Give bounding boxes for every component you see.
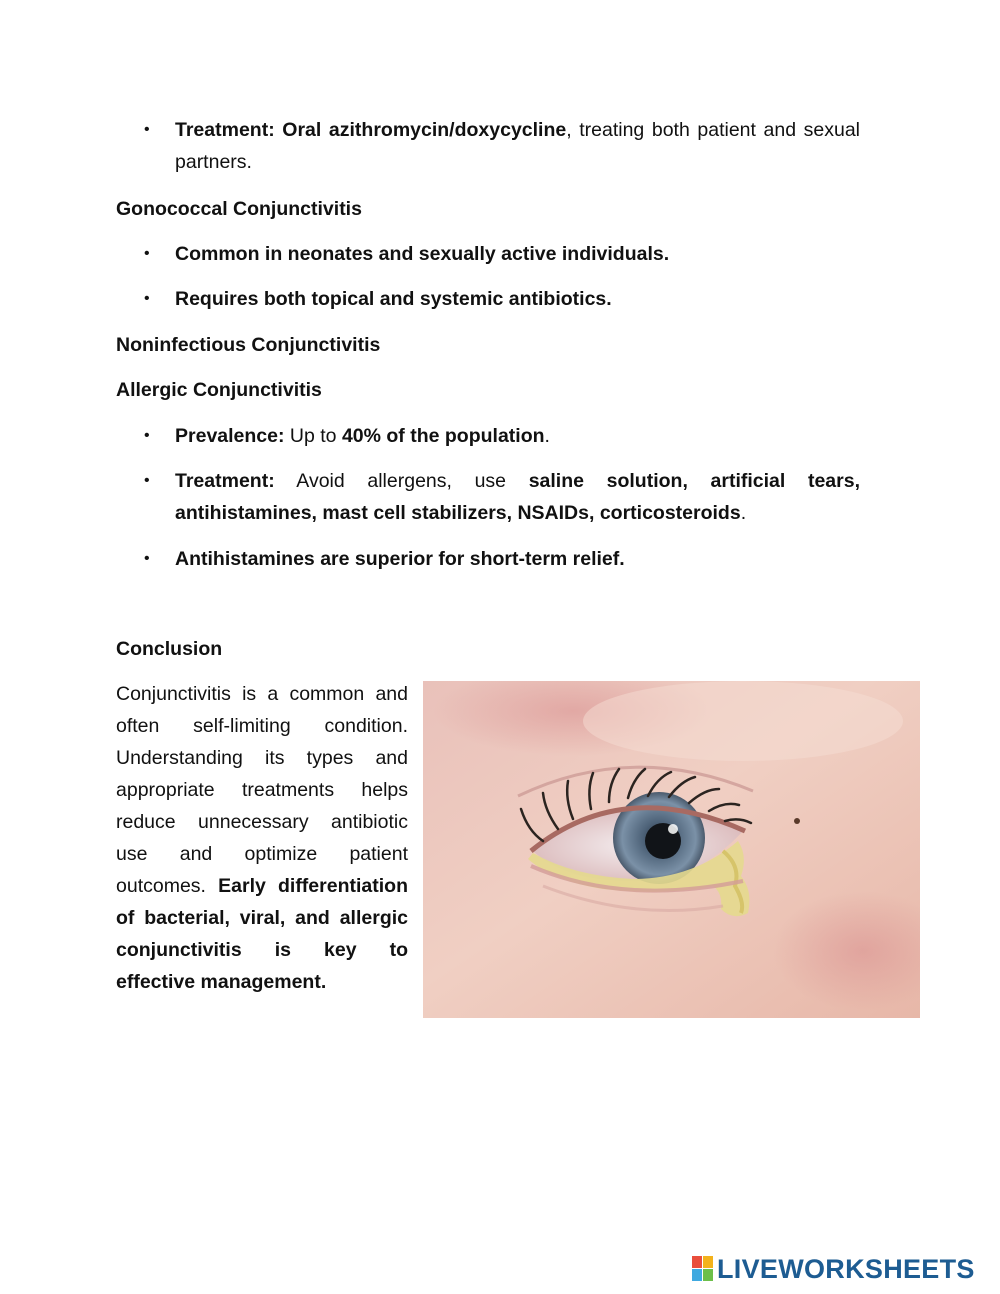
bullet-dot: • bbox=[144, 550, 150, 567]
bullet-dot: • bbox=[144, 245, 150, 262]
list-item bbox=[116, 114, 860, 178]
prevalence-label: Prevalence: bbox=[175, 425, 285, 447]
conclusion-paragraph bbox=[116, 678, 408, 998]
allergic-treatment-end: . bbox=[740, 502, 747, 524]
eye-photo bbox=[423, 681, 920, 1018]
treatment-drugs: Oral azithromycin/doxycycline bbox=[282, 119, 567, 141]
bullet-dot: • bbox=[144, 121, 150, 138]
bullet-text: Common in neonates and sexually active individuals. bbox=[175, 243, 670, 265]
prevalence-end: . bbox=[544, 425, 550, 447]
list-item bbox=[116, 238, 860, 270]
conclusion-bold: Early differentiation of bacterial, viral, and allergic conjunctivitis is key to effective management. bbox=[116, 875, 408, 993]
section-heading-noninfectious: Noninfectious Conjunctivitis bbox=[116, 334, 381, 356]
bullet-text bbox=[175, 465, 860, 529]
prevalence-mid: Up to bbox=[284, 425, 342, 447]
section-heading-allergic: Allergic Conjunctivitis bbox=[116, 379, 322, 401]
allergic-treatment-label: Treatment: bbox=[175, 470, 275, 492]
section-heading-gonococcal: Gonococcal Conjunctivitis bbox=[116, 198, 362, 220]
list-item bbox=[116, 465, 860, 529]
bullet-text bbox=[175, 114, 860, 178]
allergic-treatment-mid: Avoid allergens, use bbox=[274, 470, 529, 492]
prevalence-value: 40% of the population bbox=[341, 425, 545, 447]
list-item bbox=[116, 543, 860, 575]
bullet-text: Requires both topical and systemic antibiotics. bbox=[175, 288, 612, 310]
bullet-dot: • bbox=[144, 472, 150, 489]
bullet-dot: • bbox=[144, 290, 150, 307]
treatment-rest: , treating both patient and sexual partners. bbox=[175, 119, 860, 173]
liveworksheets-logo bbox=[692, 1252, 975, 1286]
logo-text: LIVEWORKSHEETS bbox=[717, 1253, 975, 1284]
list-item bbox=[116, 420, 860, 452]
allergic-treatment-list: saline solution, artificial tears, antihistamines, mast cell stabilizers, NSAIDs, corticosteroids bbox=[175, 470, 860, 524]
treatment-label: Treatment: bbox=[175, 119, 275, 141]
list-item bbox=[116, 283, 860, 315]
section-heading-conclusion: Conclusion bbox=[116, 638, 223, 660]
bullet-text: Antihistamines are superior for short-term relief. bbox=[175, 548, 625, 570]
bullet-text bbox=[175, 420, 860, 452]
bullet-dot: • bbox=[144, 427, 150, 444]
logo-mark-icon bbox=[692, 1256, 714, 1282]
conclusion-plain: Conjunctivitis is a common and often self-limiting condition. Understanding its types and appropriate treatments helps reduce unnecessary antibiotic use and optimize patient outcomes. bbox=[116, 683, 408, 897]
